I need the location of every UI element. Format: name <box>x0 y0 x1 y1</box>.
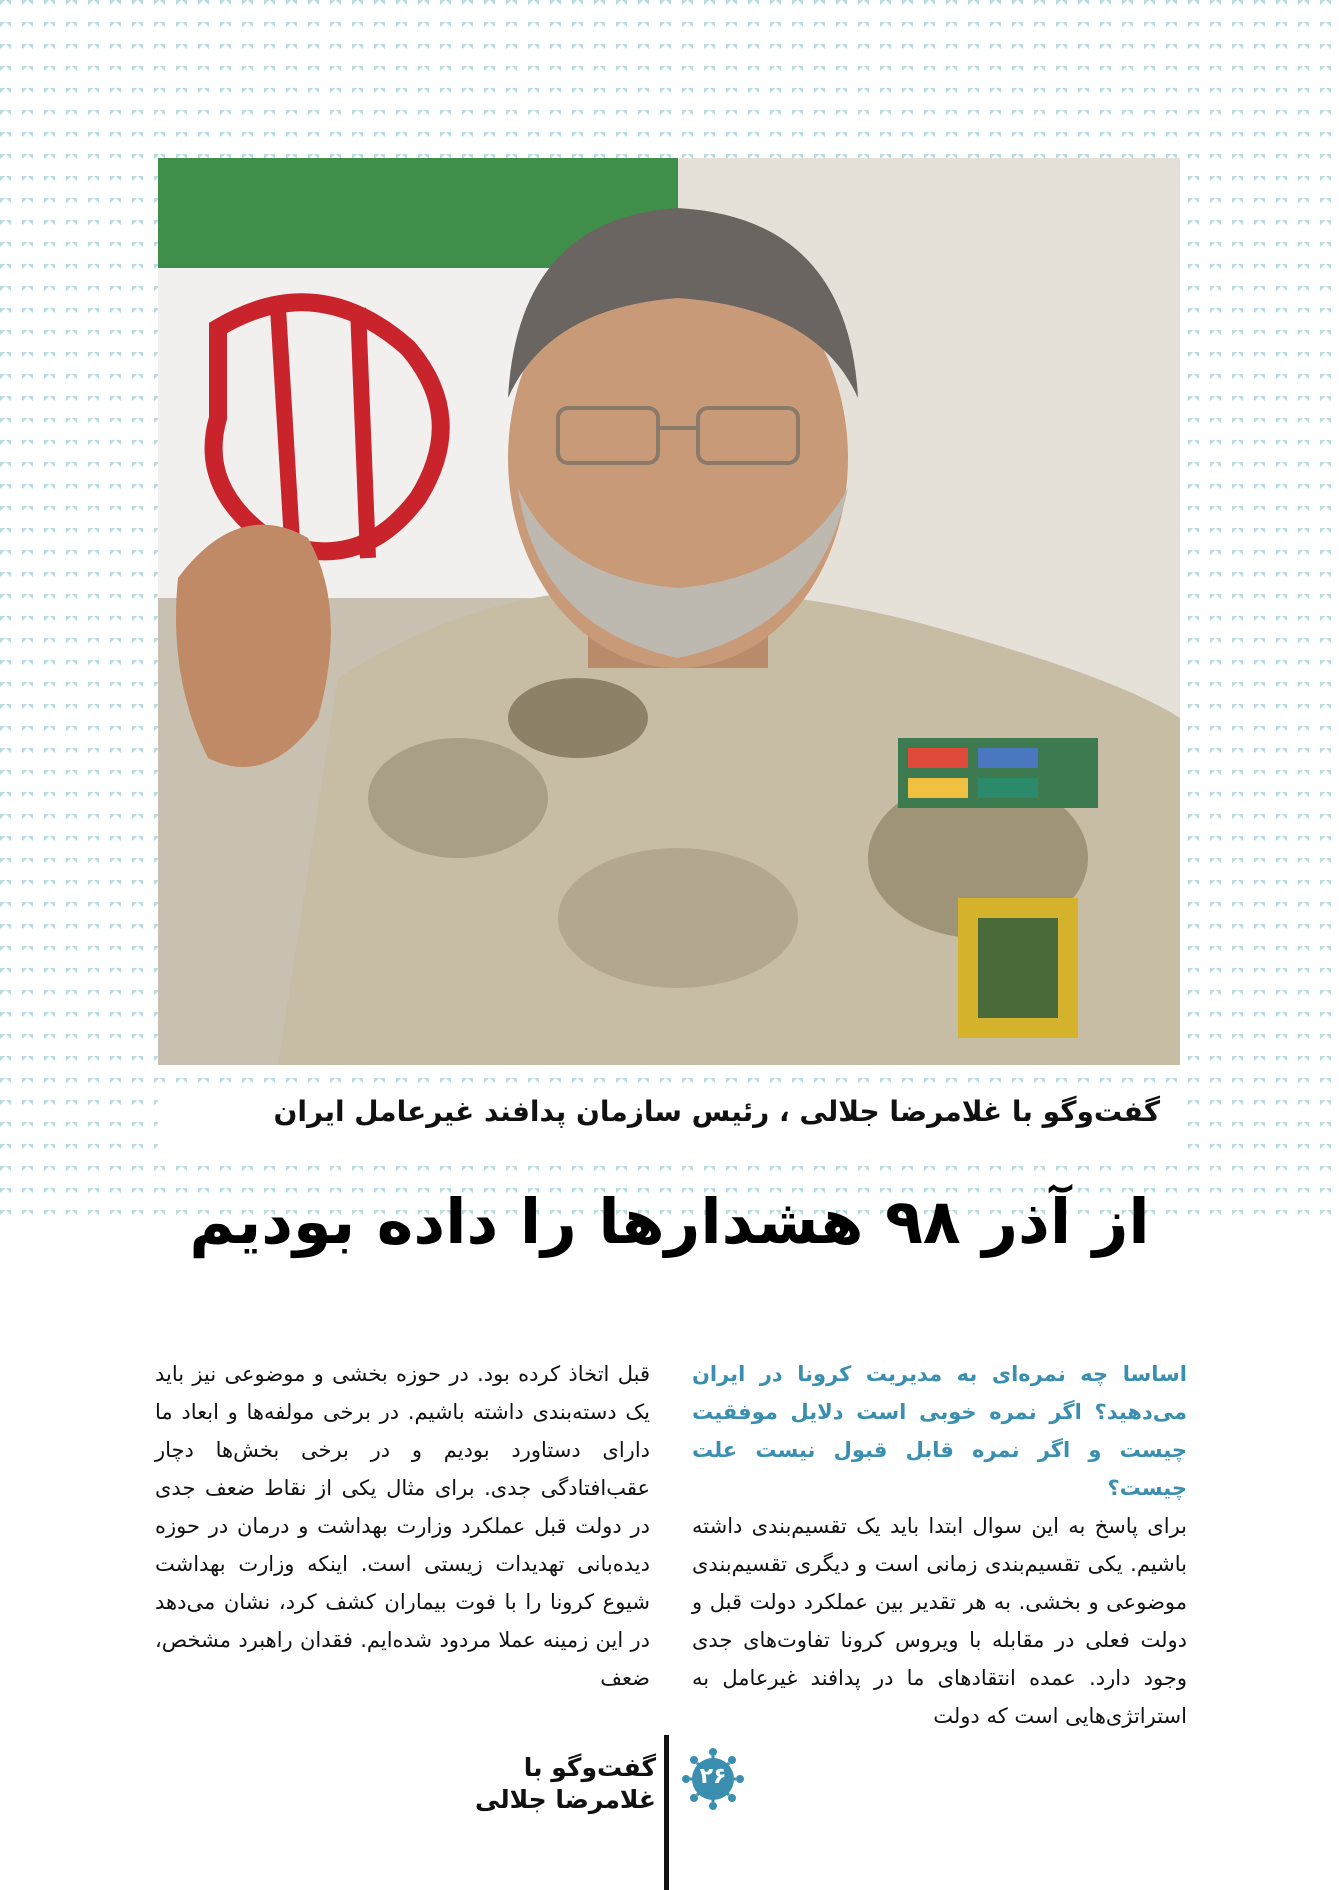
footer-line-2: غلامرضا جلالی <box>474 1785 656 1814</box>
interview-answer: برای پاسخ به این سوال ابتدا باید یک تقسیم‌بندی داشته باشیم. یکی تقسیم‌بندی زمانی است و دیگری تقسیم‌بندی موضوعی و بخشی. به هر تقدیر بین عملکرد دولت قبل و دولت فعلی در مقابله با ویروس کرونا تفاوت‌های جدی وجود دارد. عمده انتقادهای ما در پدافند غیرعامل به استراتژی‌هایی است که دولت <box>692 1514 1187 1728</box>
left-column-text: قبل اتخاذ کرده بود. در حوزه بخشی و موضوعی نیز باید یک دسته‌بندی داشته باشیم. در برخی مولفه‌ها و ابعاد ما دارای دستاورد بودیم و در برخی بخش‌ها دچار عقب‌افتادگی جدی. برای مثال یکی از نقاط ضعف جدی در دولت قبل عملکرد وزارت بهداشت و درمان در حوزه دیده‌بانی تهدیدات زیستی است. اینکه وزارت بهداشت شیوع کرونا را با فوت بیماران کشف کرد، نشان می‌دهد در این زمینه عملا مردود شده‌ایم. فقدان راهبرد مشخص، ضعف <box>155 1362 650 1690</box>
portrait-illustration <box>158 158 1180 1065</box>
footer-line-1: گفت‌وگو با <box>523 1753 656 1782</box>
page-number: ۲۶ <box>699 1764 727 1789</box>
right-column <box>692 1355 1187 1735</box>
page-number-badge <box>682 1748 744 1810</box>
footer-caption <box>475 1752 656 1816</box>
article-headline: از آذر ۹۸ هشدارها را داده بودیم <box>189 1185 1150 1258</box>
portrait-photo <box>158 158 1180 1065</box>
article-subtitle: گفت‌وگو با غلامرضا جلالی ، رئیس سازمان پدافند غیرعامل ایران <box>273 1095 1160 1128</box>
footer-divider <box>664 1735 669 1890</box>
interview-question: اساسا چه نمره‌ای به مدیریت کرونا در ایران می‌دهید؟ اگر نمره خوبی است دلایل موفقیت چیست و اگر نمره قابل قبول نیست علت چیست؟ <box>692 1362 1187 1500</box>
left-column <box>155 1355 650 1697</box>
subtitle-box <box>158 1085 1180 1155</box>
